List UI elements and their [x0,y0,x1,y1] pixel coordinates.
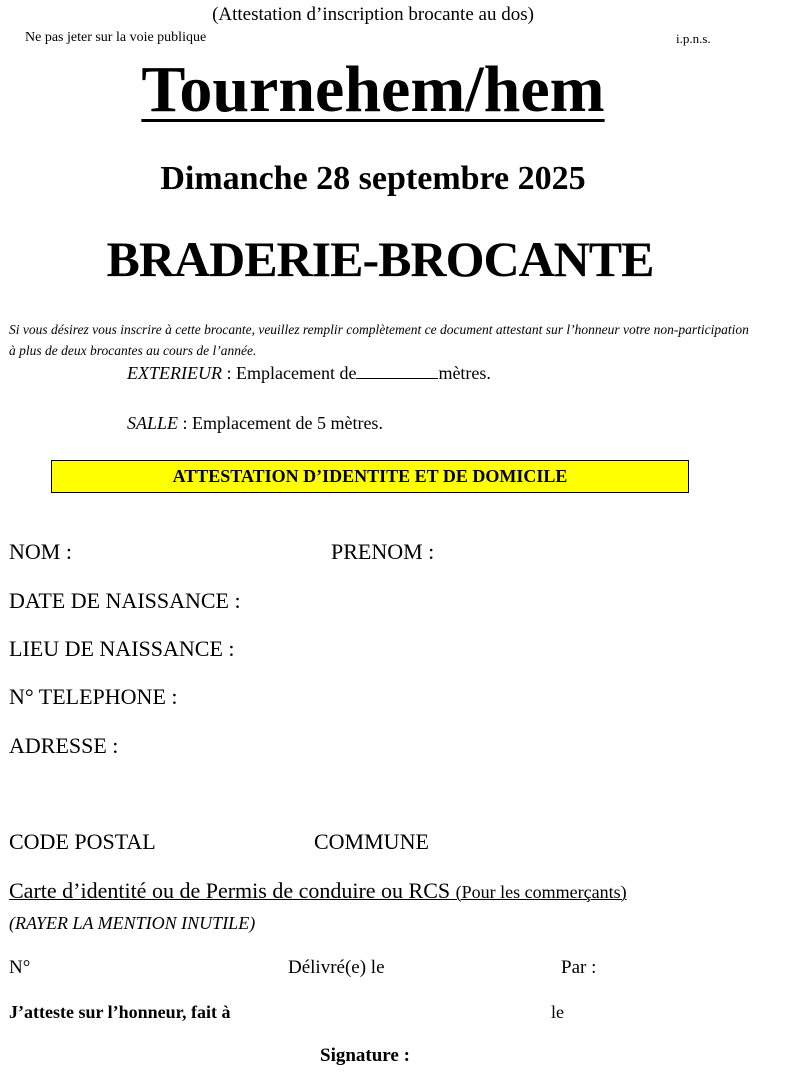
top-note: (Attestation d’inscription brocante au dos) [212,4,534,25]
field-adresse: ADRESSE : [9,733,119,758]
option-exterior-unit: mètres. [438,363,491,383]
option-salle-label: SALLE [127,413,179,433]
field-date-naissance: DATE DE NAISSANCE : [9,588,241,613]
section-title: ATTESTATION D’IDENTITE ET DE DOMICILE [172,466,568,486]
event-date: Dimanche 28 septembre 2025 [160,160,586,197]
field-prenom: PRENOM : [331,539,435,564]
page-title: Tournehem/hem [141,53,605,126]
field-nom: NOM : [9,539,72,564]
event-name: BRADERIE-BROCANTE [106,231,654,287]
field-telephone: N° TELEPHONE : [9,684,178,709]
field-commune: COMMUNE [314,829,429,854]
id-document-line [9,878,627,904]
option-salle[interactable] [127,413,383,434]
field-doc-number: N° [9,957,31,978]
option-salle-text: : Emplacement de 5 mètres. [182,413,383,433]
option-exterior[interactable] [127,363,491,384]
field-issued-by: Par : [561,957,597,978]
ipns-notice: i.p.n.s. [676,31,711,46]
id-document-types: Carte d’identité ou de Permis de conduire ou RCS [9,878,451,903]
option-exterior-text: : Emplacement de [226,363,357,383]
length-blank[interactable] [356,364,438,379]
signature-label: Signature : [320,1045,410,1066]
option-exterior-label: EXTERIEUR [127,363,222,383]
field-code-postal: CODE POSTAL [9,829,156,854]
attestation-date-label: le [551,1002,564,1022]
field-delivered: Délivré(e) le [288,957,385,978]
id-document-note: (Pour les commerçants) [455,882,627,902]
strike-instruction: (RAYER LA MENTION INUTILE) [9,913,256,933]
field-lieu-naissance: LIEU DE NAISSANCE : [9,636,235,661]
section-banner [51,460,689,493]
disposal-notice: Ne pas jeter sur la voie publique [25,30,207,45]
intro-text: Si vous désirez vous inscrire à cette brocante, veuillez remplir complètement ce document attestant sur l’honneur votre non-participation à plus de deux brocantes au cours de l’année. [9,322,749,358]
attestation-text: J’atteste sur l’honneur, fait à [9,1002,231,1022]
